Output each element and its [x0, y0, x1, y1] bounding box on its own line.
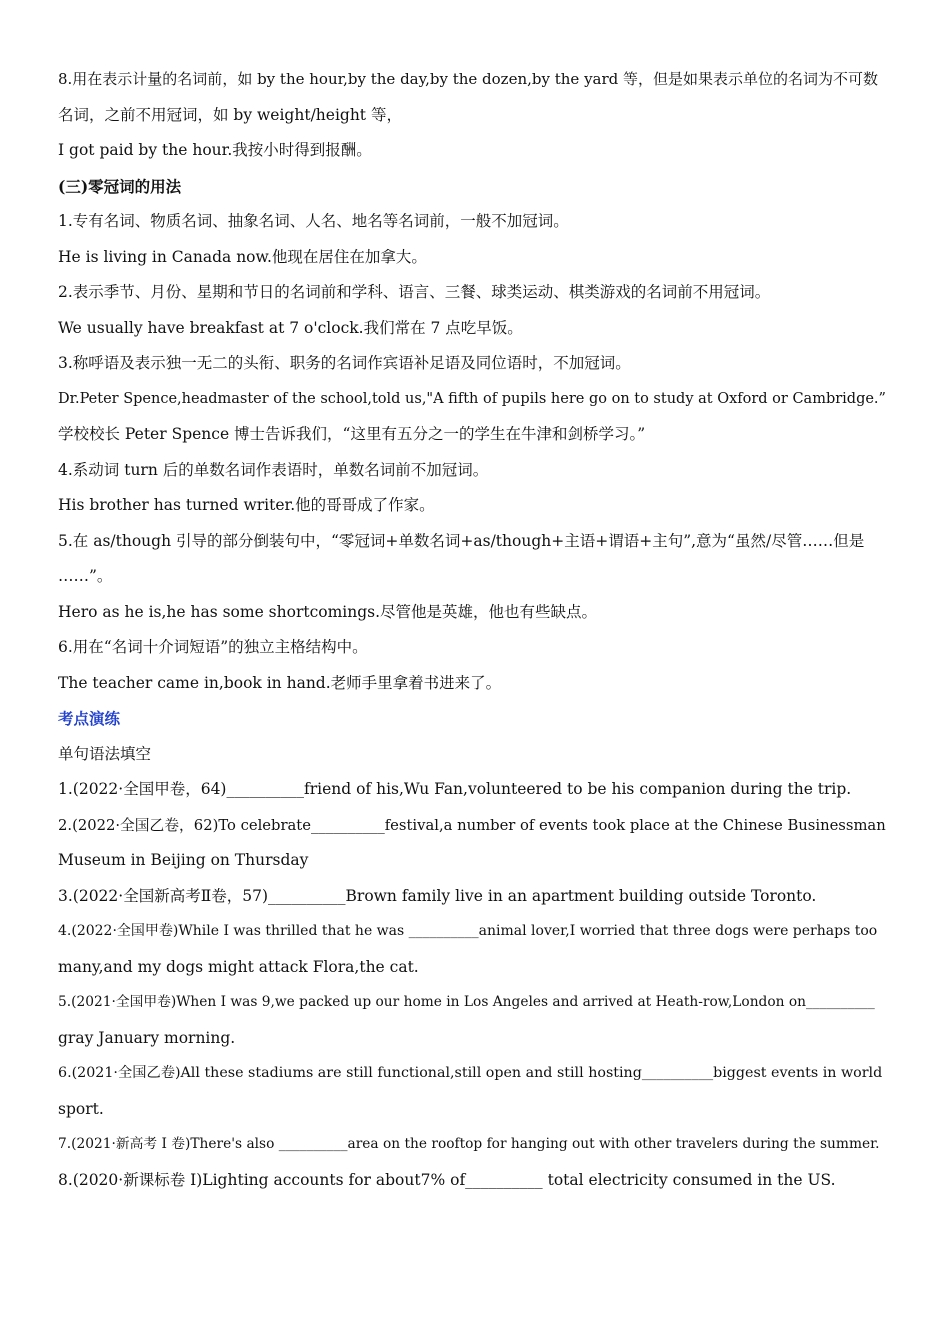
question-7: 7.(2021·新高考 I 卷)There's also __________area on the rooftop for hanging out with other travelers during the summer.: [58, 1136, 880, 1152]
zero-article-example-4: His brother has turned writer.他的哥哥成了作家。: [58, 496, 435, 514]
zero-article-rule-5: 5.在 as/though 引导的部分倒装句中，“零冠词+单数名词+as/though+主语+谓语+主句”,意为“虽然/尽管……但是: [58, 531, 865, 550]
zero-article-rule-1: 1.专有名词、物质名词、抽象名词、人名、地名等名词前，一般不加冠词。: [58, 212, 569, 230]
zero-article-rule-6: 6.用在“名词十介词短语”的独立主格结构中。: [58, 638, 368, 656]
zero-article-example-3-translation: 学校校长 Peter Spence 博士告诉我们，“这里有五分之一的学生在牛津和剑桥学习。”: [58, 425, 646, 443]
zero-article-example-2: We usually have breakfast at 7 o'clock.我们常在 7 点吃早饭。: [58, 318, 523, 337]
section3-heading: (三)零冠词的用法: [58, 176, 182, 196]
zero-article-rule-4: 4.系动词 turn 后的单数名词作表语时，单数名词前不加冠词。: [58, 460, 489, 479]
question-5: 5.(2021·全国甲卷)When I was 9,we packed up our home in Los Angeles and arrived at Heath-row,London on__________: [58, 994, 875, 1010]
question-6: 6.(2021·全国乙卷)All these stadiums are still functional,still open and still hosting__________biggest events in world: [58, 1065, 883, 1081]
practice-subheading: 单句语法填空: [58, 744, 152, 763]
question-3: 3.(2022·全国新高考Ⅱ卷，57)__________Brown family live in an apartment building outside Toronto.: [58, 886, 817, 905]
question-2-cont: Museum in Beijing on Thursday: [58, 851, 309, 869]
zero-article-example-5: Hero as he is,he has some shortcomings.尽管他是英雄，他也有些缺点。: [58, 602, 598, 621]
question-8: 8.(2020·新课标卷 I)Lighting accounts for about7% of__________ total electricity consumed in the US.: [58, 1170, 836, 1189]
zero-article-rule-2: 2.表示季节、月份、星期和节日的名词前和学科、语言、三餐、球类运动、棋类游戏的名词前不用冠词。: [58, 283, 771, 301]
zero-article-example-3: Dr.Peter Spence,headmaster of the school,told us,"A fifth of pupils here go on to study at Oxford or Cambridge.”: [58, 390, 886, 407]
question-4: 4.(2022·全国甲卷)While I was thrilled that he was __________animal lover,I worried that three dogs were perhaps too: [58, 923, 878, 939]
rule8-example: I got paid by the hour.我按小时得到报酬。: [58, 141, 372, 159]
zero-article-example-6: The teacher came in,book in hand.老师手里拿着书进来了。: [58, 673, 502, 692]
question-2: 2.(2022·全国乙卷，62)To celebrate__________festival,a number of events took place at the Chinese Businessman: [58, 816, 886, 834]
zero-article-rule-3: 3.称呼语及表示独一无二的头衔、职务的名词作宾语补足语及同位语时，不加冠词。: [58, 354, 631, 372]
zero-article-example-1: He is living in Canada now.他现在居住在加拿大。: [58, 247, 427, 266]
zero-article-rule-5-cont: ……”。: [58, 567, 113, 585]
document-page: [58, 62, 888, 1198]
question-6-cont: sport.: [58, 1099, 104, 1118]
question-5-cont: gray January morning.: [58, 1028, 236, 1047]
question-1: 1.(2022·全国甲卷，64)__________friend of his,Wu Fan,volunteered to be his companion during the trip.: [58, 780, 852, 798]
rule8-line2: 名词，之前不用冠词，如 by weight/height 等，: [58, 105, 402, 124]
question-4-cont: many,and my dogs might attack Flora,the cat.: [58, 957, 419, 976]
practice-heading: 考点演练: [58, 709, 121, 728]
rule8-line1: 8.用在表示计量的名词前，如 by the hour,by the day,by the dozen,by the yard 等，但是如果表示单位的名词为不可数: [58, 70, 879, 88]
